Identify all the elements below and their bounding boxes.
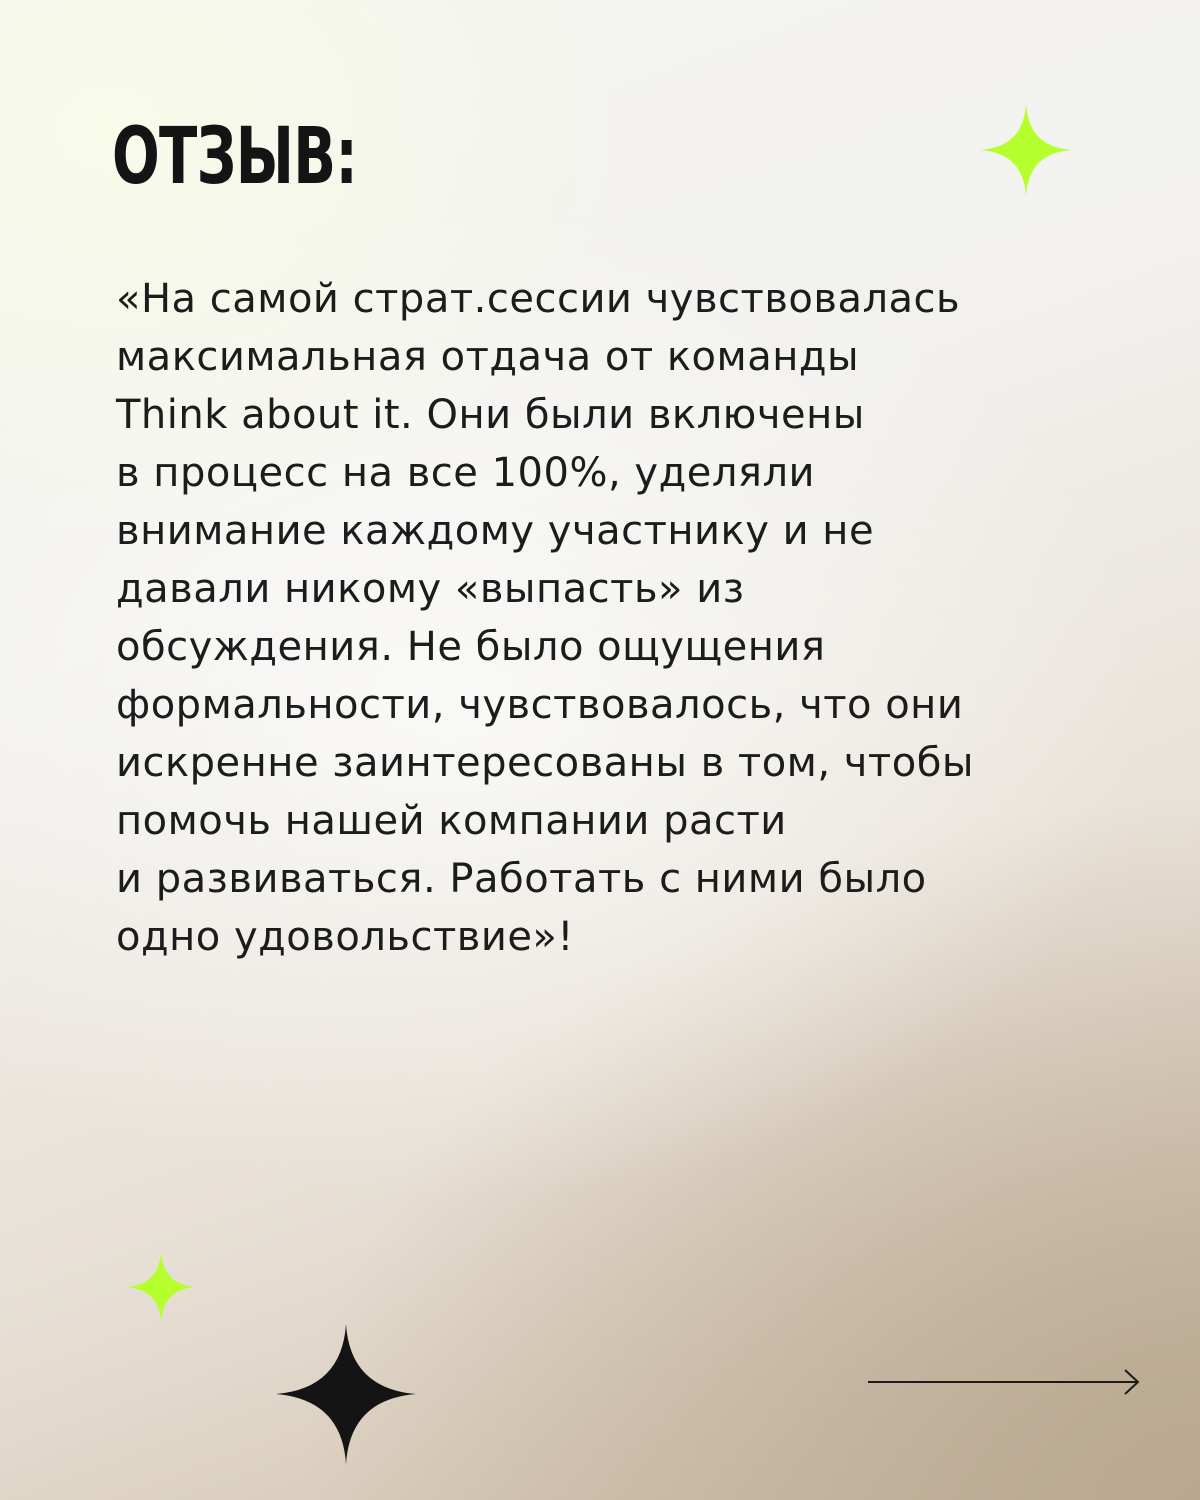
review-line: максимальная отдача от команды (116, 334, 860, 380)
review-text (116, 270, 1076, 966)
review-line: в процесс на все 100%, уделяли (116, 450, 816, 496)
sparkle-green-icon (980, 104, 1072, 196)
arrow-right-icon[interactable] (868, 1362, 1143, 1402)
sparkle-green-icon (126, 1252, 196, 1322)
review-line: внимание каждому участнику и не (116, 508, 875, 554)
page-title: ОТЗЫВ: (112, 112, 358, 202)
review-line: помочь нашей компании расти (116, 798, 787, 844)
review-line: «На самой страт.сессии чувствовалась (116, 276, 961, 322)
review-line: обсуждения. Не было ощущения (116, 624, 826, 670)
review-line: и развиваться. Работать с ними было (116, 856, 927, 902)
review-line: давали никому «выпасть» из (116, 566, 745, 612)
review-line: формальности, чувствовалось, что они (116, 682, 964, 728)
review-line: искренне заинтересованы в том, чтобы (116, 740, 974, 786)
sparkle-black-icon (276, 1324, 416, 1464)
review-line: одно удовольствие»! (116, 914, 574, 960)
review-line: Think about it. Они были включены (116, 392, 865, 438)
